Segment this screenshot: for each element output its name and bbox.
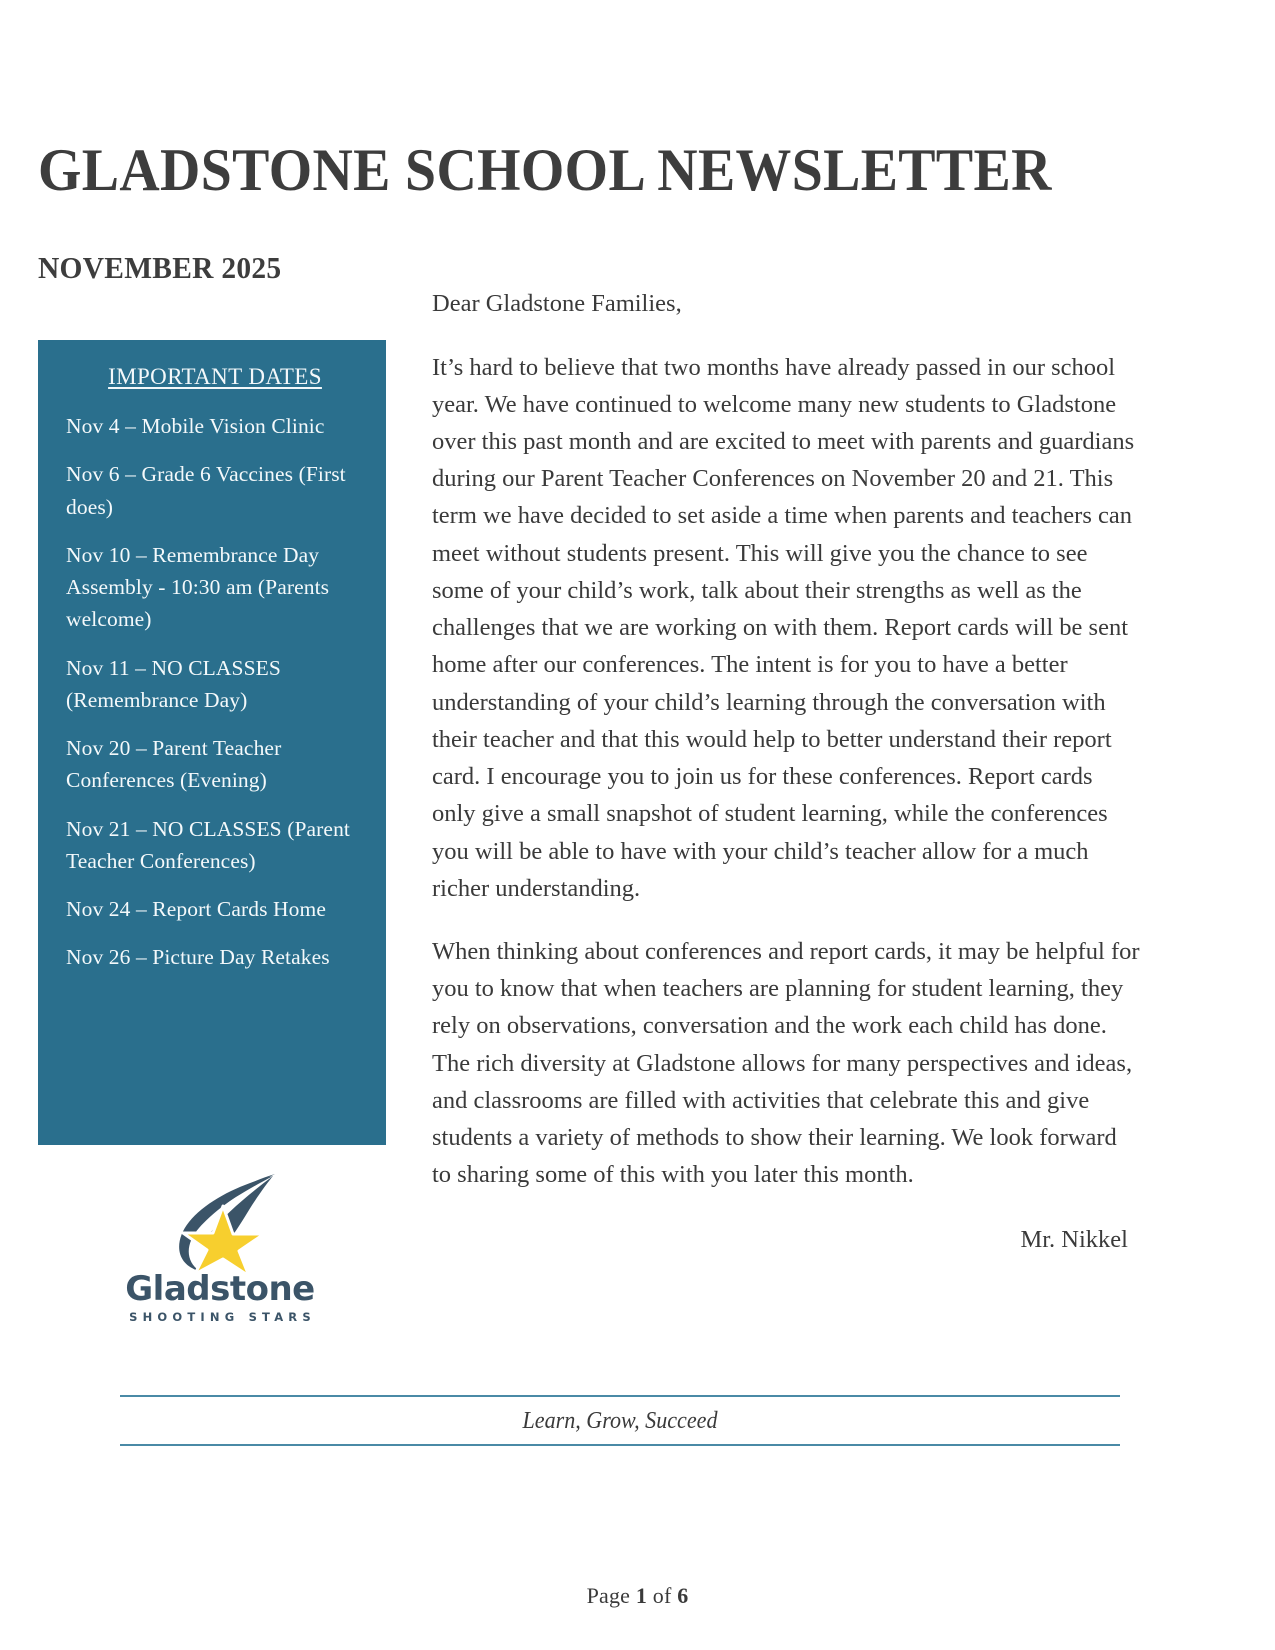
page-title: GLADSTONE SCHOOL NEWSLETTER: [38, 137, 1052, 203]
page-number: [0, 1583, 1275, 1609]
list-item: Nov 6 – Grade 6 Vaccines (First does): [66, 462, 346, 519]
logo-tagline: SHOOTING STARS: [129, 1310, 316, 1324]
letter-body: [432, 292, 1140, 1256]
important-dates-list: [66, 410, 364, 974]
shooting-star-icon: [145, 1168, 295, 1276]
letter-paragraph: It’s hard to believe that two months have already passed in our school year. We have continued to welcome many new students to Gladstone over this past month and are excited to meet with parents and guardians during our Parent Teacher Conferences on November 20 and 21. This term we have decided to set aside a time when parents and teachers can meet without students present. This will give you the chance to see some of your child’s work, talk about their strengths as well as the challenges that we are working on with them. Report cards will be sent home after our conferences. The intent is for you to have a better understanding of your child’s learning through the conversation with their teacher and that this would help to better understand their report card. I encourage you to join us for these conferences. Report cards only give a small snapshot of student learning, while the conferences you will be able to have with your child’s teacher allow for a much richer understanding.: [432, 353, 1135, 902]
page-number-of: of: [652, 1583, 672, 1608]
important-dates-panel: [38, 340, 386, 1145]
logo-wordmark: Gladstone: [125, 1269, 315, 1309]
list-item: Nov 21 – NO CLASSES (Parent Teacher Conferences): [66, 816, 350, 873]
footer-rule-bottom: [120, 1444, 1120, 1446]
list-item: Nov 26 – Picture Day Retakes: [66, 945, 330, 970]
letter-paragraph: When thinking about conferences and report cards, it may be helpful for you to know that when teachers are planning for student learning, they rely on observations, conversation and the work each child has done. The rich diversity at Gladstone allows for many perspectives and ideas, and classrooms are filled with activities that celebrate this and give students a variety of methods to show their learning. We look forward to sharing some of this with you later this month.: [432, 938, 1140, 1189]
list-item: Nov 11 – NO CLASSES (Remembrance Day): [66, 655, 281, 712]
page-number-total: 6: [677, 1583, 689, 1608]
important-dates-heading: IMPORTANT DATES: [108, 364, 322, 389]
list-item: Nov 10 – Remembrance Day Assembly - 10:30 am (Parents welcome): [66, 542, 330, 632]
page-number-label: Page: [586, 1583, 631, 1608]
page-number-current: 1: [635, 1583, 648, 1608]
list-item: Nov 4 – Mobile Vision Clinic: [66, 414, 325, 438]
school-logo: [105, 1168, 335, 1348]
signature: Mr. Nikkel: [1020, 1225, 1128, 1253]
footer: [120, 1395, 1120, 1446]
list-item: Nov 20 – Parent Teacher Conferences (Evening): [66, 736, 282, 793]
issue-date: NOVEMBER 2025: [38, 250, 282, 285]
masthead: [38, 137, 1138, 203]
list-item: Nov 24 – Report Cards Home: [66, 897, 326, 921]
salutation: Dear Gladstone Families,: [432, 290, 682, 317]
footer-tagline: Learn, Grow, Succeed: [522, 1408, 718, 1434]
